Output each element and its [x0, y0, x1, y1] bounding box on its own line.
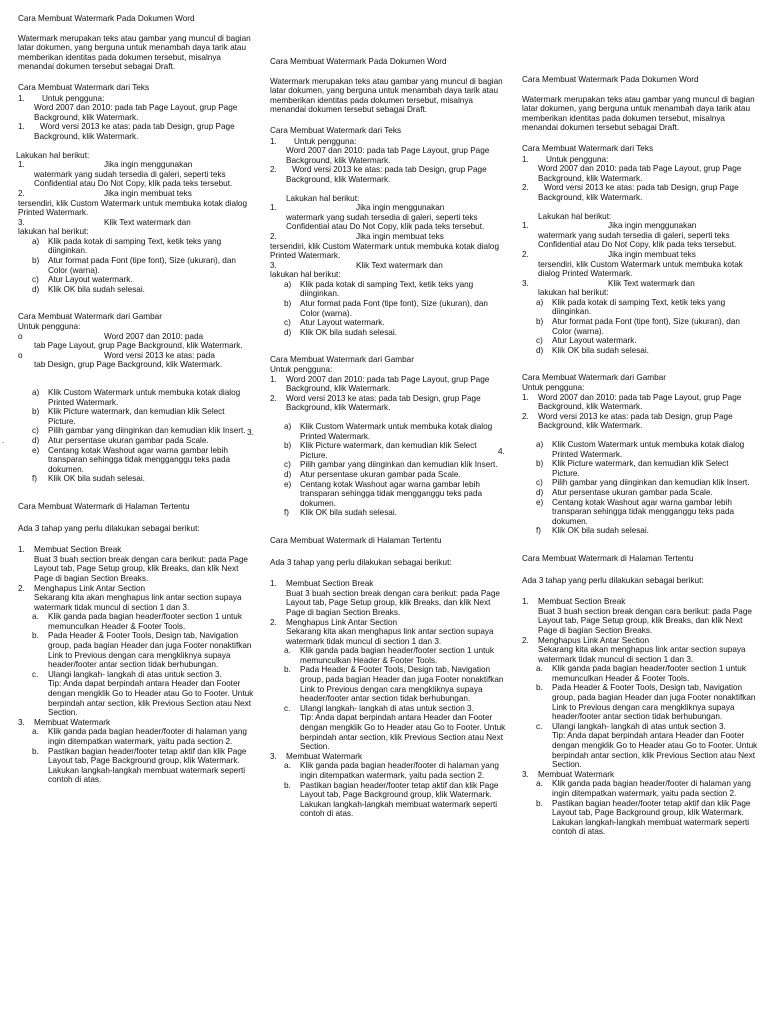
list-text: Pilih gambar yang diinginkan dan kemudian klik Insert. [48, 426, 246, 436]
list-label: Untuk pengguna: [42, 93, 105, 103]
list-marker: 3. [522, 769, 529, 779]
list-marker: a. [32, 727, 39, 737]
step-title: Membuat Section Break [286, 579, 374, 589]
list-detail: Word 2007 dan 2010: pada tab Page Layout, grup Page Background, klik Watermark. [286, 146, 490, 165]
list-marker: a) [536, 440, 544, 449]
margin-dot: . [2, 436, 5, 445]
instruction-label: Lakukan hal berikut: [16, 150, 90, 160]
instruction-label: Untuk pengguna: [270, 365, 333, 375]
list-text: Klik OK bila sudah selesai. [48, 284, 145, 294]
list-marker: c) [284, 460, 291, 470]
list-item [522, 346, 758, 356]
list-marker: e) [536, 497, 544, 507]
list-text: Klik OK bila sudah selesai. [552, 526, 649, 536]
list-text: lakukan hal berikut: [270, 270, 341, 280]
list-item [18, 407, 254, 426]
list-marker: b. [536, 798, 543, 808]
list-item [18, 584, 254, 594]
list-text: Klik Picture watermark, dan kemudian klik Select Picture. [48, 407, 225, 426]
list-marker: 2. [270, 231, 277, 241]
intro-paragraph: Watermark merupakan teks atau gambar yang muncul di bagian latar dokumen, yang berguna untuk menambah daya tarik atau memberikan identitas pada dokumen tersebut, misalnya menandai dokumen tersebut sebagai Draft. [522, 94, 755, 133]
list-item [18, 94, 254, 104]
list-item [522, 336, 758, 346]
list-item [270, 646, 506, 665]
list-item [522, 317, 758, 336]
list-item [270, 508, 506, 518]
list-item [522, 221, 758, 231]
list-marker: 3. [270, 751, 277, 761]
section-heading-halaman: Cara Membuat Watermark di Halaman Tertentu [270, 535, 442, 545]
list-text: Pastikan bagian header/footer tetap aktif dan klik Page Layout tab, Page Background group, klik Watermark. Lakukan langkah-langkah membuat watermark seperti contoh di atas. [48, 746, 247, 785]
list-text: Pilih gambar yang diinginkan dan kemudian klik Insert. [300, 460, 498, 470]
list-marker: d) [284, 327, 292, 337]
list-marker: 1. [270, 374, 277, 384]
list-marker: b. [536, 683, 543, 693]
list-item [18, 218, 254, 228]
list-marker: 2. [18, 188, 25, 198]
list-text: watermark yang sudah tersedia di galeri, seperti teks Confidential atau Do Not Copy, klik pada teks tersebut. [538, 230, 737, 250]
section-heading-gambar: Cara Membuat Watermark dari Gambar [522, 373, 666, 383]
list-marker: a. [536, 779, 543, 789]
list-text: Klik Picture watermark, dan kemudian klik Select Picture. [300, 441, 477, 460]
list-text: Klik ganda pada bagian header/footer section 1 untuk memunculkan Header & Footer Tools. [300, 646, 494, 665]
list-item [522, 279, 758, 289]
list-item [18, 670, 254, 680]
list-marker: d) [32, 284, 40, 294]
list-text: Centang kotak Washout agar warna gambar lebih transparan sehingga tidak mengganggu teks pada dokumen. [48, 445, 231, 474]
section-heading-teks: Cara Membuat Watermark dari Teks [522, 143, 654, 153]
list-lead: Jika ingin menggunakan [356, 203, 445, 213]
intro-paragraph: Watermark merupakan teks atau gambar yang muncul di bagian latar dokumen, yang berguna untuk menambah daya tarik atau memberikan identitas pada dokumen tersebut, misalnya menandai dokumen tersebut sebagai Draft. [18, 33, 251, 72]
list-item [270, 422, 506, 441]
list-marker: c) [32, 275, 39, 285]
list-marker: e) [32, 445, 40, 455]
list-text: Ulangi langkah- langkah di atas untuk section 3. [48, 669, 222, 679]
intro-steps: Ada 3 tahap yang perlu dilakukan sebagai berikut: [270, 557, 452, 567]
list-marker: 3. [522, 278, 529, 288]
list-text: Buat 3 buah section break dengan cara berikut: pada Page Layout tab, Page Setup group, klik Breaks, dan klik Next Page di bagian Section Breaks. [286, 588, 500, 617]
list-marker: 1. [18, 122, 25, 132]
list-item [18, 332, 254, 342]
list-marker: b) [32, 256, 40, 266]
list-marker: 1. [270, 203, 277, 213]
list-marker: c. [536, 721, 543, 731]
list-text: Pastikan bagian header/footer tetap aktif dan klik Page Layout tab, Page Background group, klik Watermark. Lakukan langkah-langkah membuat watermark seperti contoh di atas. [552, 798, 751, 837]
list-text: Sekarang kita akan menghapus link antar section supaya watermark tidak muncul di section 1 dan 3. [286, 627, 494, 646]
list-item [18, 545, 254, 555]
step-title: Menghapus Link Antar Section [538, 635, 650, 645]
list-item [270, 460, 506, 470]
step-title: Membuat Watermark [538, 769, 615, 779]
list-item [270, 579, 506, 589]
list-item [18, 474, 254, 484]
list-item [522, 298, 758, 317]
list-marker: b. [284, 780, 291, 790]
intro-steps: Ada 3 tahap yang perlu dilakukan sebagai berikut: [18, 523, 200, 533]
bullet-marker: o [18, 331, 23, 341]
instruction-label: Untuk pengguna: [522, 383, 585, 393]
list-text: Centang kotak Washout agar warna gambar lebih transparan sehingga tidak mengganggu teks pada dokumen. [552, 497, 735, 526]
list-marker: b. [284, 665, 291, 675]
list-lead: Jika ingin membuat teks [356, 231, 444, 241]
list-marker: a) [536, 297, 544, 307]
list-item [522, 440, 758, 459]
list-text: Atur Layout watermark. [300, 318, 385, 328]
list-item [18, 747, 254, 785]
section-heading-halaman: Cara Membuat Watermark di Halaman Tertentu [522, 553, 694, 563]
list-item [18, 612, 254, 631]
list-text: Klik Custom Watermark untuk membuka kotak dialog Printed Watermark. [552, 440, 745, 459]
list-marker: 1. [18, 160, 25, 170]
list-item [18, 631, 254, 669]
list-item [522, 250, 758, 260]
list-text: Pilih gambar yang diinginkan dan kemudian klik Insert. [552, 478, 750, 488]
list-text: tersendiri, klik Custom Watermark untuk membuka kotak dialog Printed Watermark. [270, 241, 500, 261]
list-marker: d) [32, 435, 40, 445]
list-text: Klik pada kotak di samping Text, ketik teks yang diinginkan. [48, 236, 222, 256]
list-text: Sekarang kita akan menghapus link antar section supaya watermark tidak muncul di section 1 dan 3. [34, 593, 242, 612]
list-lead: Jika ingin menggunakan [608, 221, 697, 231]
list-marker: 2. [522, 249, 529, 259]
list-item [270, 203, 506, 213]
list-item [18, 189, 254, 199]
list-text: lakukan hal berikut: [18, 227, 89, 237]
list-lead: Klik Text watermark dan [104, 217, 191, 227]
list-marker: d) [536, 345, 544, 355]
stray-list-marker: 3. [247, 428, 254, 437]
list-item [522, 770, 758, 780]
list-item [270, 318, 506, 328]
section-heading-teks: Cara Membuat Watermark dari Teks [18, 82, 150, 92]
list-marker: c) [536, 478, 543, 488]
list-text: Ulangi langkah- langkah di atas untuk section 3. [552, 721, 726, 731]
list-lead: Word 2007 dan 2010: pada [104, 331, 204, 341]
list-text: Klik ganda pada bagian header/footer di halaman yang ingin ditempatkan watermark, yaitu pada section 2. [300, 761, 499, 780]
list-text: Word versi 2013 ke atas: pada tab Design, grup Page Background, klik Watermark. [286, 393, 481, 413]
list-item [522, 779, 758, 798]
section-heading-gambar: Cara Membuat Watermark dari Gambar [18, 312, 162, 322]
list-label: Untuk pengguna: [546, 154, 609, 164]
list-text: Word versi 2013 ke atas: pada tab Design, grup Page Background, klik Watermark. [286, 165, 487, 184]
list-text: Word versi 2013 ke atas: pada tab Design, grup Page Background, klik Watermark. [538, 411, 733, 431]
list-lead: Jika ingin menggunakan [104, 160, 193, 170]
list-item [522, 799, 758, 837]
list-marker: 3. [18, 717, 25, 727]
list-item [270, 752, 506, 762]
list-text: Klik OK bila sudah selesai. [300, 327, 397, 337]
tip-text: Tip: Anda dapat berpindah antara Header dan Footer dengan mengklik Go to Header atau Go to Footer. Untuk berpindah antar section, klik Previous Section atau Next Section. [552, 731, 758, 770]
list-text: Pada Header & Footer Tools, Design tab, Navigation group, pada bagian Header dan juga Footer nonaktifkan Link to Previous dengan cara mengkliknya supaya header/footer antar section tidak berhubungan. [552, 683, 756, 722]
list-item [522, 488, 758, 498]
list-marker: a. [32, 612, 39, 622]
list-marker: b) [284, 441, 292, 451]
list-item [270, 781, 506, 819]
step-title: Membuat Section Break [34, 545, 122, 555]
list-text: watermark yang sudah tersedia di galeri, seperti teks Confidential atau Do Not Copy, klik pada teks tersebut. [286, 212, 485, 232]
document-title: Cara Membuat Watermark Pada Dokumen Word [270, 57, 447, 66]
list-text: Pastikan bagian header/footer tetap aktif dan klik Page Layout tab, Page Background group, klik Watermark. Lakukan langkah-langkah membuat watermark seperti contoh di atas. [300, 780, 499, 819]
list-text: Atur format pada Font (tipe font), Size (ukuran), dan Color (warna). [48, 256, 236, 275]
list-marker: 1. [18, 93, 25, 103]
list-marker: b) [284, 299, 292, 309]
list-marker: b. [32, 746, 39, 756]
intro-paragraph: Watermark merupakan teks atau gambar yang muncul di bagian latar dokumen, yang berguna untuk menambah daya tarik atau memberikan identitas pada dokumen tersebut, misalnya menandai dokumen tersebut sebagai Draft. [270, 76, 503, 115]
list-marker: a) [284, 279, 292, 289]
list-marker: a. [284, 761, 291, 771]
list-text: Klik Custom Watermark untuk membuka kotak dialog Printed Watermark. [300, 422, 493, 441]
list-item [522, 664, 758, 683]
list-item [270, 375, 506, 394]
tip-text: Tip: Anda dapat berpindah antara Header dan Footer dengan mengklik Go to Header atau Go to Footer. Untuk berpindah antar section, klik Previous Section atau Next Section. [48, 679, 254, 718]
list-item [270, 394, 506, 413]
document-column-1 [18, 14, 254, 785]
list-marker: 2. [270, 165, 277, 175]
list-marker: b) [32, 407, 40, 417]
list-item [522, 597, 758, 607]
list-text: Word 2007 dan 2010: pada tab Page Layout, grup Page Background, klik Watermark. [538, 392, 742, 412]
list-marker: a. [536, 664, 543, 674]
list-item [270, 618, 506, 628]
list-text: Klik pada kotak di samping Text, ketik teks yang diinginkan. [300, 279, 474, 299]
list-item [270, 280, 506, 299]
list-item [522, 636, 758, 646]
list-marker: 1. [522, 392, 529, 402]
list-item [522, 412, 758, 431]
list-marker: 1. [18, 545, 25, 555]
list-text: Klik ganda pada bagian header/footer di halaman yang ingin ditempatkan watermark, yaitu pada section 2. [48, 727, 247, 746]
list-marker: 3. [270, 260, 277, 270]
list-item [270, 165, 506, 184]
list-item [18, 351, 254, 361]
instruction-label: Untuk pengguna: [18, 322, 81, 332]
list-text: watermark yang sudah tersedia di galeri, seperti teks Confidential atau Do Not Copy, klik pada teks tersebut. [34, 169, 233, 189]
list-lead: Jika ingin membuat teks [608, 249, 696, 259]
list-marker: 2. [270, 393, 277, 403]
list-marker: a) [32, 236, 40, 246]
list-text: Pada Header & Footer Tools, Design tab, Navigation group, pada bagian Header dan juga Footer nonaktifkan Link to Previous dengan cara mengkliknya supaya header/footer antar section tidak berhubungan. [300, 665, 504, 704]
document-column-2 [270, 57, 506, 819]
list-item [522, 526, 758, 536]
list-marker: b. [32, 631, 39, 641]
list-text: Klik Picture watermark, dan kemudian klik Select Picture. [552, 459, 729, 478]
list-text: Word versi 2013 ke atas: pada tab Design, grup Page Background, klik Watermark. [538, 183, 739, 202]
list-marker: 1. [270, 136, 277, 146]
list-text: Ulangi langkah- langkah di atas untuk section 3. [300, 703, 474, 713]
list-text: Klik ganda pada bagian header/footer section 1 untuk memunculkan Header & Footer Tools. [552, 664, 746, 683]
list-item [270, 299, 506, 318]
list-marker: c. [284, 703, 291, 713]
list-marker: 1. [522, 221, 529, 231]
list-marker: b) [536, 317, 544, 327]
tip-text: Tip: Anda dapat berpindah antara Header dan Footer dengan mengklik Go to Header atau Go to Footer. Untuk berpindah antar section, klik Previous Section atau Next Section. [300, 713, 506, 752]
list-text: Atur format pada Font (tipe font), Size (ukuran), dan Color (warna). [300, 299, 488, 318]
list-text: Atur persentase ukuran gambar pada Scale. [300, 469, 461, 479]
list-lead: Word versi 2013 ke atas: pada [104, 350, 215, 360]
list-text: Klik pada kotak di samping Text, ketik teks yang diinginkan. [552, 297, 726, 317]
list-item [18, 122, 254, 141]
list-item [18, 388, 254, 407]
list-text: Klik Custom Watermark untuk membuka kotak dialog Printed Watermark. [48, 388, 241, 407]
list-text: Klik OK bila sudah selesai. [300, 508, 397, 518]
list-text: Buat 3 buah section break dengan cara berikut: pada Page Layout tab, Page Setup group, klik Breaks, dan klik Next Page di bagian Section Breaks. [538, 606, 752, 635]
list-marker: 2. [522, 411, 529, 421]
list-text: Klik OK bila sudah selesai. [48, 474, 145, 484]
list-item [270, 704, 506, 714]
list-marker: 2. [522, 183, 529, 193]
list-text: Centang kotak Washout agar warna gambar lebih transparan sehingga tidak mengganggu teks pada dokumen. [300, 479, 483, 508]
list-marker: a) [284, 422, 292, 431]
list-text: tersendiri, klik Custom Watermark untuk membuka kotak dialog Printed Watermark. [538, 259, 743, 279]
list-marker: c. [32, 669, 39, 679]
section-heading-teks: Cara Membuat Watermark dari Teks [270, 125, 402, 135]
list-marker: 2. [522, 635, 529, 645]
list-item [522, 183, 758, 202]
list-item [270, 328, 506, 338]
list-text: Klik ganda pada bagian header/footer di halaman yang ingin ditempatkan watermark, yaitu pada section 2. [552, 779, 751, 798]
list-lead: Jika ingin membuat teks [104, 188, 192, 198]
list-marker: c) [536, 336, 543, 346]
list-marker: e) [284, 479, 292, 489]
list-item [522, 459, 758, 478]
list-item [18, 285, 254, 295]
list-lead: Klik Text watermark dan [608, 278, 695, 288]
list-text: Atur Layout watermark. [48, 275, 133, 285]
list-marker: d) [536, 487, 544, 497]
document-column-3 [522, 75, 758, 837]
list-item [18, 446, 254, 475]
list-item [270, 761, 506, 780]
list-item [18, 160, 254, 170]
list-marker: f) [32, 474, 38, 484]
list-item [522, 498, 758, 527]
list-text: Klik ganda pada bagian header/footer section 1 untuk memunculkan Header & Footer Tools. [48, 612, 242, 631]
stray-list-marker: 4. [498, 447, 505, 456]
list-item [270, 137, 506, 147]
list-text: Pada Header & Footer Tools, Design tab, Navigation group, pada bagian Header dan juga Footer nonaktifkan Link to Previous dengan cara mengkliknya supaya header/footer antar section tidak berhubungan. [48, 631, 252, 670]
list-text: tab Page Layout, grup Page Background, klik Watermark. [34, 341, 243, 351]
step-title: Membuat Watermark [286, 751, 363, 761]
section-heading-gambar: Cara Membuat Watermark dari Gambar [270, 355, 414, 365]
list-marker: a. [284, 646, 291, 656]
list-marker: 1. [522, 154, 529, 164]
list-item [270, 480, 506, 509]
step-title: Menghapus Link Antar Section [286, 617, 398, 627]
list-item [18, 727, 254, 746]
step-title: Menghapus Link Antar Section [34, 583, 146, 593]
list-item [270, 261, 506, 271]
list-label: Untuk pengguna: [294, 136, 357, 146]
list-item [18, 256, 254, 275]
list-item [522, 393, 758, 412]
step-title: Membuat Watermark [34, 717, 111, 727]
section-heading-halaman: Cara Membuat Watermark di Halaman Tertentu [18, 501, 190, 511]
instruction-label: Lakukan hal berikut: [286, 193, 360, 203]
list-text: Word versi 2013 ke atas: pada tab Design, grup Page Background, klik Watermark. [34, 122, 235, 141]
list-marker: a) [32, 388, 40, 397]
list-marker: b) [536, 459, 544, 469]
list-text: Buat 3 buah section break dengan cara berikut: pada Page Layout tab, Page Setup group, klik Breaks, dan klik Next Page di bagian Section Breaks. [34, 554, 248, 583]
list-item [522, 478, 758, 488]
list-marker: d) [284, 469, 292, 479]
list-marker: 3. [18, 217, 25, 227]
list-item [18, 237, 254, 256]
list-item [18, 426, 254, 436]
list-item [522, 722, 758, 732]
list-item [522, 683, 758, 721]
document-title: Cara Membuat Watermark Pada Dokumen Word [18, 14, 195, 23]
list-text: Sekarang kita akan menghapus link antar section supaya watermark tidak muncul di section 1 dan 3. [538, 645, 746, 664]
list-item [270, 441, 506, 460]
list-text: Atur format pada Font (tipe font), Size (ukuran), dan Color (warna). [552, 317, 740, 336]
list-item [270, 232, 506, 242]
list-marker: 2. [270, 617, 277, 627]
list-detail: Word 2007 dan 2010: pada tab Page Layout, grup Page Background, klik Watermark. [538, 164, 742, 183]
list-marker: f) [536, 526, 542, 536]
list-detail: Word 2007 dan 2010: pada tab Page Layout, grup Page Background, klik Watermark. [34, 103, 238, 122]
list-marker: f) [284, 508, 290, 518]
list-text: Atur persentase ukuran gambar pada Scale. [552, 487, 713, 497]
list-text: Atur persentase ukuran gambar pada Scale. [48, 435, 209, 445]
list-marker: c) [284, 318, 291, 328]
list-lead: Klik Text watermark dan [356, 260, 443, 270]
intro-steps: Ada 3 tahap yang perlu dilakukan sebagai berikut: [522, 575, 704, 585]
list-item [270, 470, 506, 480]
document-title: Cara Membuat Watermark Pada Dokumen Word [522, 75, 699, 84]
list-text: Atur Layout watermark. [552, 336, 637, 346]
list-text: tersendiri, klik Custom Watermark untuk membuka kotak dialog Printed Watermark. [18, 198, 248, 218]
list-text: Klik OK bila sudah selesai. [552, 345, 649, 355]
bullet-marker: o [18, 350, 23, 360]
list-item [18, 718, 254, 728]
list-marker: 1. [270, 579, 277, 589]
list-item [18, 436, 254, 446]
list-marker: 2. [18, 583, 25, 593]
list-text: Word 2007 dan 2010: pada tab Page Layout, grup Page Background, klik Watermark. [286, 374, 490, 394]
instruction-label: Lakukan hal berikut: [538, 211, 612, 221]
list-item [522, 155, 758, 165]
list-marker: c) [32, 426, 39, 436]
step-title: Membuat Section Break [538, 597, 626, 607]
list-marker: 1. [522, 597, 529, 607]
list-text: lakukan hal berikut: [538, 288, 609, 298]
list-item [18, 275, 254, 285]
list-text: tab Design, grup Page Background, klik Watermark. [34, 360, 223, 370]
list-item [270, 665, 506, 703]
